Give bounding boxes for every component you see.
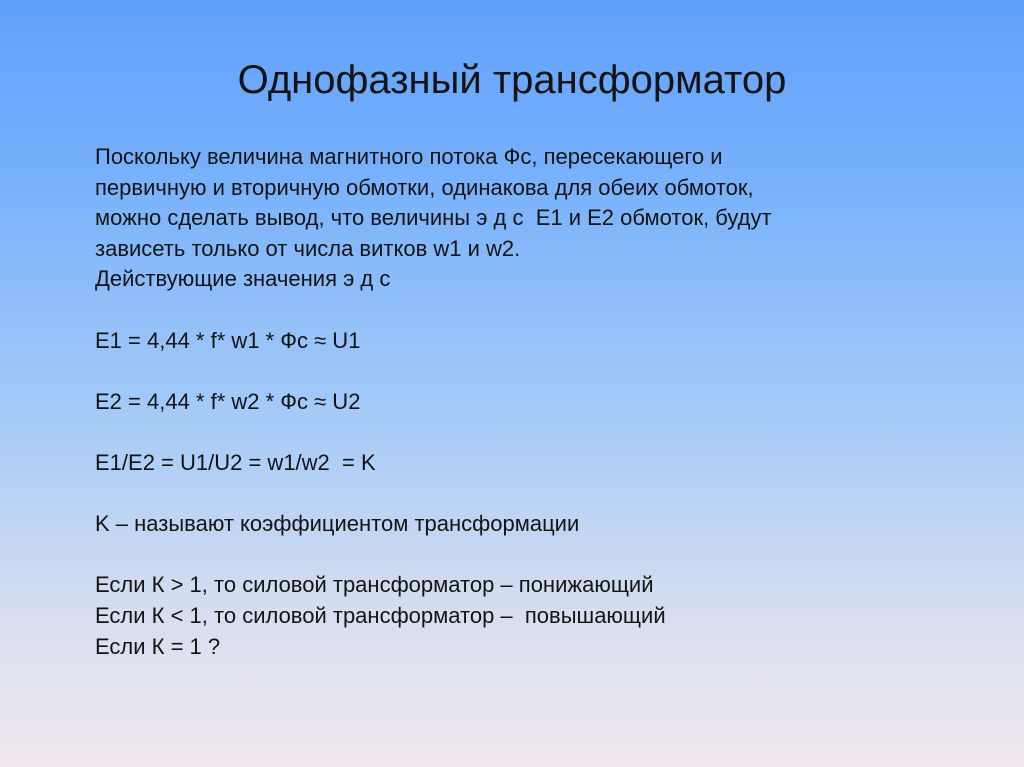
case-step-down: Если К > 1, то силовой трансформатор – понижающий <box>95 572 654 598</box>
blank-line <box>95 295 935 326</box>
blank-line <box>95 479 935 510</box>
body-line: первичную и вторичную обмотки, одинакова для обеих обмоток, <box>95 174 754 200</box>
slide-title: Однофазный трансформатор <box>237 58 787 102</box>
case-equal: Если К = 1 ? <box>95 633 221 659</box>
body-line: можно сделать вывод, что величины э д с Е1 и Е2 обмоток, будут <box>95 205 772 231</box>
definition-k: K – называют коэффициентом трансформации <box>95 511 580 537</box>
blank-line <box>95 417 935 448</box>
formula-e1: E1 = 4,44 * f* w1 * Фс ≈ U1 <box>95 327 361 353</box>
case-step-up: Если К < 1, то силовой трансформатор – повышающий <box>95 602 666 628</box>
body-line: Поскольку величина магнитного потока Фс, пересекающего и <box>95 144 723 169</box>
body-line: Действующие значения э д с <box>95 266 391 292</box>
formula-e2: E2 = 4,44 * f* w2 * Фс ≈ U2 <box>95 388 361 414</box>
slide-body <box>95 142 935 662</box>
formula-ratio: E1/E2 = U1/U2 = w1/w2 = K <box>95 449 376 475</box>
blank-line <box>95 540 935 571</box>
blank-line <box>95 356 935 387</box>
body-line: зависеть только от числа витков w1 и w2. <box>95 235 521 261</box>
